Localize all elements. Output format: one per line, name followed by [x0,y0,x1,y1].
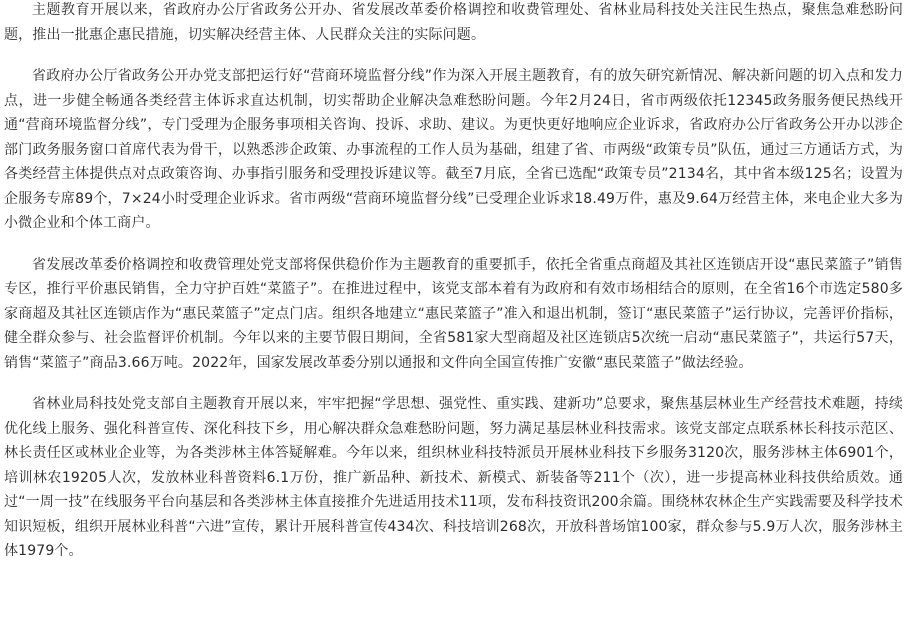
paragraph-development-reform: 省发展改革委价格调控和收费管理处党支部将保供稳价作为主题教育的重要抓手，依托全省重点商超及其社区连锁店开设“惠民菜篮子”销售专区，推行平价惠民销售，全力守护百姓“菜篮子”。在推进过程中，该党支部本着有为政府和有效市场相结合的原则，在全省16个市选定580多家商超及其社区连锁店作为“惠民菜篮子”定点门店。组织各地建立“惠民菜篮子”准入和退出机制，签订“惠民菜篮子”运行协议，完善评价指标，健全群众参与、社会监督评价机制。今年以来的主要节假日期间，全省581家大型商超及社区连锁店5次统一启动“惠民菜篮子”，共运行57天，销售“菜篮子”商品3.66万吨。2022年，国家发展改革委分别以通报和文件向全国宣传推广安徽“惠民菜篮子”做法经验。 [4,256,903,371]
paragraph-government-office: 省政府办公厅省政务公开办党支部把运行好“营商环境监督分线”作为深入开展主题教育，有的放矢研究新情况、解决新问题的切入点和发力点，进一步健全畅通各类经营主体诉求直达机制，切实帮助企业解决急难愁盼问题。今年2月24日，省市两级依托12345政务服务便民热线开通“营商环境监督分线”，专门受理为企服务事项相关咨询、投诉、求助、建议。为更快更好地响应企业诉求，省政府办公厅省政务公开办以涉企部门政务服务窗口首席代表为骨干，以熟悉涉企政策、办事流程的工作人员为基础，组建了省、市两级“政策专员”队伍，通过三方通话方式，为各类经营主体提供点对点政策咨询、办事指引服务和受理投诉建议等。截至7月底，全省已选配“政策专员”2134名，其中省本级125名；设置为企服务专席89个，7×24小时受理企业诉求。省市两级“营商环境监督分线”已受理企业诉求18.49万件，惠及9.64万经营主体，来电企业大多为小微企业和个体工商户。 [4,68,903,231]
paragraph-intro: 主题教育开展以来，省政府办公厅省政务公开办、省发展改革委价格调控和收费管理处、省林业局科技处关注民生热点，聚焦急难愁盼问题，推出一批惠企惠民措施，切实解决经营主体、人民群众关注的实际问题。 [4,2,903,43]
paragraph-forestry: 省林业局科技处党支部自主题教育开展以来，牢牢把握“学思想、强党性、重实践、建新功”总要求，聚焦基层林业生产经营技术难题，持续优化线上服务、强化科普宣传、深化科技下乡，用心解决群众急难愁盼问题，努力满足基层林业科技需求。该党支部定点联系林长科技示范区、林长责任区或林业企业等，为各类涉林主体答疑解难。今年以来，组织林业科技特派员开展林业科技下乡服务3120次，服务涉林主体6901个，培训林农19205人次，发放林业科普资料6.1万份，推广新品种、新技术、新模式、新装备等211个（次），进一步提高林业科技供给质效。通过“一周一技”在线服务平台向基层和各类涉林主体直接推介先进适用技术11项，发布科技资讯200余篇。围绕林农林企生产实践需要及科学技术知识短板，组织开展林业科普“六进”宣传，累计开展科普宣传434次、科技培训268次，开放科普场馆100家，群众参与5.9万人次，服务涉林主体1979个。 [4,396,903,559]
